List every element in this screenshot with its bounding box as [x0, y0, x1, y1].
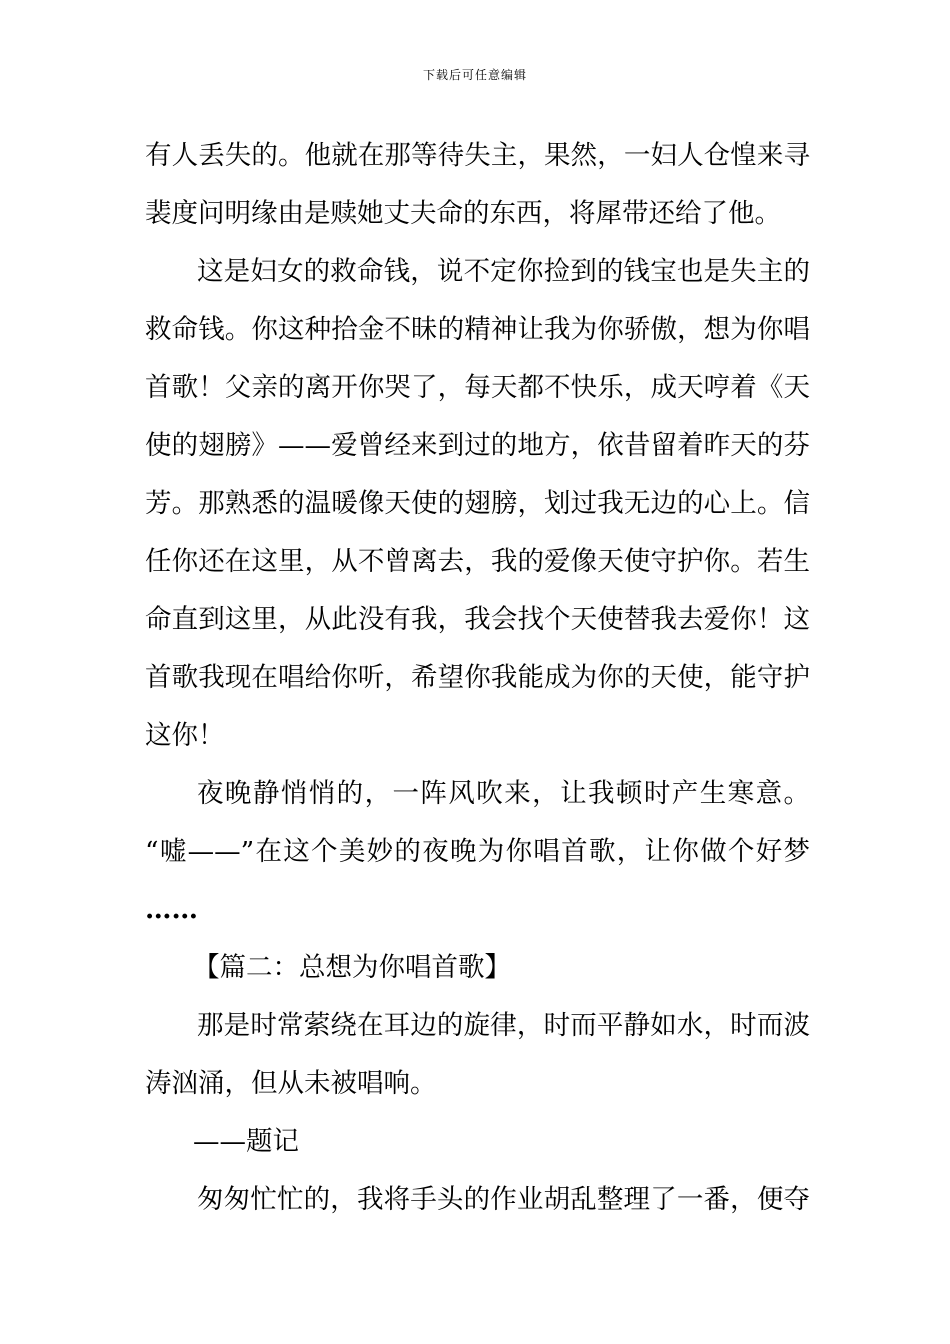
text-line: “嘘——”在这个美妙的夜晚为你唱首歌，让你做个好梦 — [145, 836, 810, 867]
document-body — [145, 127, 810, 1229]
ellipsis-line: …… — [145, 894, 198, 925]
text-line: 匆匆忙忙的，我将手头的作业胡乱整理了一番，便夺 — [197, 1184, 810, 1215]
section-heading: 【篇二：总想为你唱首歌】 — [193, 952, 511, 983]
text-line: 有人丢失的。他就在那等待失主，果然，一妇人仓惶来寻 — [145, 140, 810, 171]
text-line: 夜晚静悄悄的，一阵风吹来，让我顿时产生寒意。 — [197, 778, 810, 809]
text-line: 那是时常萦绕在耳边的旋律，时而平静如水，时而波 — [197, 1010, 810, 1041]
text-line: 涛汹涌，但从未被唱响。 — [145, 1068, 437, 1099]
text-line: 这是妇女的救命钱，说不定你捡到的钱宝也是失主的 — [197, 256, 810, 287]
text-line: 首歌！父亲的离开你哭了，每天都不快乐，成天哼着《天 — [145, 372, 810, 403]
header-note: 下载后可任意编辑 — [422, 68, 527, 82]
text-line: 这你！ — [145, 720, 225, 751]
text-line: 首歌我现在唱给你听，希望你我能成为你的天使，能守护 — [145, 662, 810, 693]
text-line: 命直到这里，从此没有我，我会找个天使替我去爱你！这 — [145, 604, 810, 635]
text-line: 救命钱。你这种拾金不昧的精神让我为你骄傲，想为你唱 — [145, 314, 810, 345]
text-line: 使的翅膀》——爱曾经来到过的地方，依昔留着昨天的芬 — [145, 430, 810, 461]
epigraph-note: ——题记 — [193, 1126, 299, 1157]
text-line: 裴度问明缘由是赎她丈夫命的东西，将犀带还给了他。 — [145, 198, 781, 229]
text-line: 任你还在这里，从不曾离去，我的爱像天使守护你。若生 — [145, 546, 810, 577]
text-line: 芳。那熟悉的温暖像天使的翅膀，划过我无边的心上。信 — [145, 488, 810, 519]
